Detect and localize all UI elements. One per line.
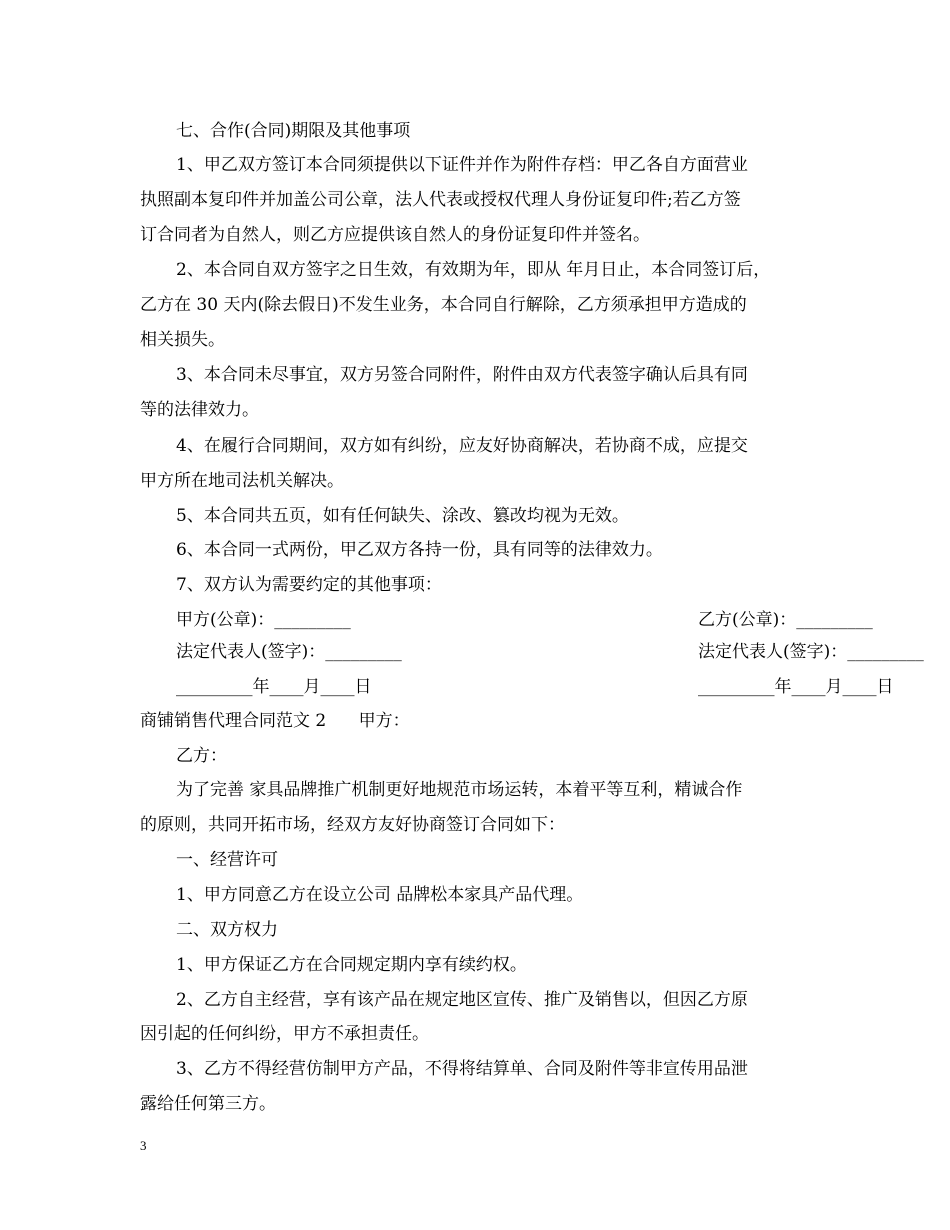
paragraph-line: 1、甲方保证乙方在合同规定期内享有续约权。 xyxy=(176,955,527,975)
paragraph-line: 甲方所在地司法机关解决。 xyxy=(140,471,344,491)
party-b-label: 乙方： xyxy=(176,746,227,766)
paragraph-line: 为了完善 家具品牌推广机制更好地规范市场运转，本着平等互利，精诚合作 xyxy=(176,780,743,800)
party-a-date-field: _________年____月____日 xyxy=(176,677,372,697)
paragraph-line: 1、甲乙双方签订本合同须提供以下证件并作为附件存档：甲乙各自方面营业 xyxy=(176,155,748,175)
paragraph-line: 6、本合同一式两份，甲乙双方各持一份，具有同等的法律效力。 xyxy=(176,540,663,560)
paragraph-line: 等的法律效力。 xyxy=(140,400,259,420)
party-a-rep-field: 法定代表人(签字)：_________ xyxy=(176,642,402,662)
page-number: 3 xyxy=(140,1138,147,1153)
paragraph-line: 2、本合同自双方签字之日生效，有效期为年，即从 年月日止，本合同签订后， xyxy=(176,260,771,280)
paragraph-line: 相关损失。 xyxy=(140,330,225,350)
paragraph-line: 3、乙方不得经营仿制甲方产品，不得将结算单、合同及附件等非宣传用品泄 xyxy=(176,1059,748,1079)
section-heading-2: 二、双方权力 xyxy=(176,920,278,940)
paragraph-line: 乙方在 30 天内(除去假日)不发生业务，本合同自行解除，乙方须承担甲方造成的 xyxy=(140,295,747,315)
section-heading-1: 一、经营许可 xyxy=(176,850,278,870)
party-a-seal-field: 甲方(公章)：_________ xyxy=(176,610,351,630)
paragraph-line: 执照副本复印件并加盖公司公章，法人代表或授权代理人身份证复印件;若乙方签 xyxy=(140,190,741,210)
section-heading-7: 七、合作(合同)期限及其他事项 xyxy=(176,121,411,141)
paragraph-line: 3、本合同未尽事宜，双方另签合同附件，附件由双方代表签字确认后具有同 xyxy=(176,365,748,385)
paragraph-line: 4、在履行合同期间，双方如有纠纷，应友好协商解决，若协商不成，应提交 xyxy=(176,436,748,456)
paragraph-line: 5、本合同共五页，如有任何缺失、涂改、篡改均视为无效。 xyxy=(176,506,629,526)
party-b-rep-field: 法定代表人(签字)：_________ xyxy=(698,642,924,662)
signature-row-seal xyxy=(176,610,873,630)
party-b-seal-field: 乙方(公章)：_________ xyxy=(698,610,873,630)
signature-row-date xyxy=(176,677,894,697)
signature-row-rep xyxy=(176,642,924,662)
paragraph-line: 2、乙方自主经营，享有该产品在规定地区宣传、推广及销售以，但因乙方原 xyxy=(176,990,748,1010)
paragraph-line: 露给任何第三方。 xyxy=(140,1094,276,1114)
paragraph-line: 的原则，共同开拓市场，经双方友好协商签订合同如下： xyxy=(140,815,565,835)
paragraph-line: 7、双方认为需要约定的其他事项： xyxy=(176,575,442,595)
party-b-date-field: _________年____月____日 xyxy=(698,677,894,697)
paragraph-line: 订合同者为自然人，则乙方应提供该自然人的身份证复印件并签名。 xyxy=(140,225,650,245)
contract-2-title: 商铺销售代理合同范文 2 甲方： xyxy=(140,711,410,731)
paragraph-line: 因引起的任何纠纷，甲方不承担责任。 xyxy=(140,1024,429,1044)
paragraph-line: 1、甲方同意乙方在设立公司 品牌松本家具产品代理。 xyxy=(176,885,584,905)
